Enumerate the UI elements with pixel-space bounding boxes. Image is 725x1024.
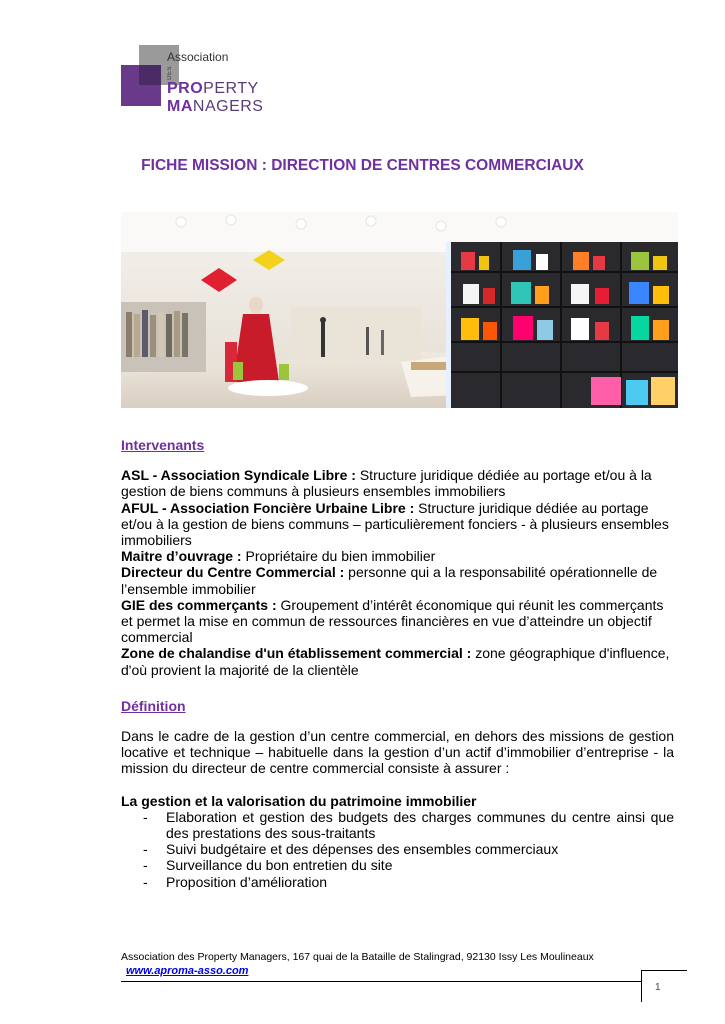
definition-item [121,564,674,596]
definition-desc: Structure juridique dédiée au portage et/ou à la gestion de biens communs à plusieurs ensembles immobiliers [121,467,652,500]
logo-line-managers: MANAGERS [167,98,264,115]
logo-line-association: Association [167,50,229,64]
definition-paragraph: Dans le cadre de la gestion d’un centre commercial, en dehors des missions de gestion locative et technique – habituelle dans la gestion d’un actif d’immobilier d’entreprise - la mission du directeur de centre commercial consiste à assurer : [121,728,674,777]
footer-divider [121,981,641,982]
definition-item [121,467,674,499]
list-item: - Surveillance du bon entretien du site [121,857,674,873]
definition-term: AFUL - Association Foncière Urbaine Libre : [121,499,415,516]
definition-term: Maitre d’ouvrage : [121,548,242,565]
definition-term: Directeur du Centre Commercial : [121,564,345,581]
definition-term: GIE des commerçants : [121,596,277,613]
definition-desc: Structure juridique dédiée au portage et/ou à la gestion de biens communs – particulièrement fonciers - à plusieurs ensembles immobiliers [121,499,669,549]
definition-item [121,548,674,564]
definition-term: ASL - Association Syndicale Libre : [121,467,356,484]
logo-text [167,51,263,115]
definition-desc: Groupement d’intérêt économique qui réunit les commerçants et permet la mise en commun de ressources financières en vue d’atteindre un objectif commercial [121,596,664,646]
list-item: - Elaboration et gestion des budgets des charges communes du centre ainsi que des prestations des sous-traitants [121,809,674,841]
definition-item [121,500,674,549]
page-number-box [641,970,687,1002]
mission-bullets [121,809,674,890]
page-title: FICHE MISSION : DIRECTION DE CENTRES COMMERCIAUX [141,157,584,174]
definition-desc: Propriétaire du bien immobilier [241,548,436,565]
definition-term: Zone de chalandise d'un établissement commercial : [121,645,472,662]
definition-desc: zone géographique d'influence, d'où provient la majorité de la clientèle [121,645,670,678]
list-item: - Proposition d’amélioration [121,874,674,890]
gestion-subheading: La gestion et la valorisation du patrimoine immobilier [121,792,477,809]
definition-heading: Définition [121,697,186,714]
definition-item [121,597,674,646]
intervenants-list [121,467,674,678]
main-content [121,437,674,890]
footer-website-link[interactable]: www.aproma-asso.com [126,965,249,977]
shopping-mall-photo [121,212,678,408]
intervenants-heading: Intervenants [121,437,205,453]
list-item: - Suivi budgétaire et des dépenses des ensembles commerciaux [121,841,674,857]
logo-line-property: DESPROPERTY [167,65,259,97]
footer-address: Association des Property Managers, 167 quai de la Bataille de Stalingrad, 92130 Issy Les Moulineaux [121,951,594,963]
logo-overlap-square [139,65,161,85]
definition-item [121,645,674,677]
page-number: 1 [655,982,661,993]
apm-logo [121,45,264,115]
definition-desc: personne qui a la responsabilité opérationnelle de l’ensemble immobilier [121,564,658,597]
